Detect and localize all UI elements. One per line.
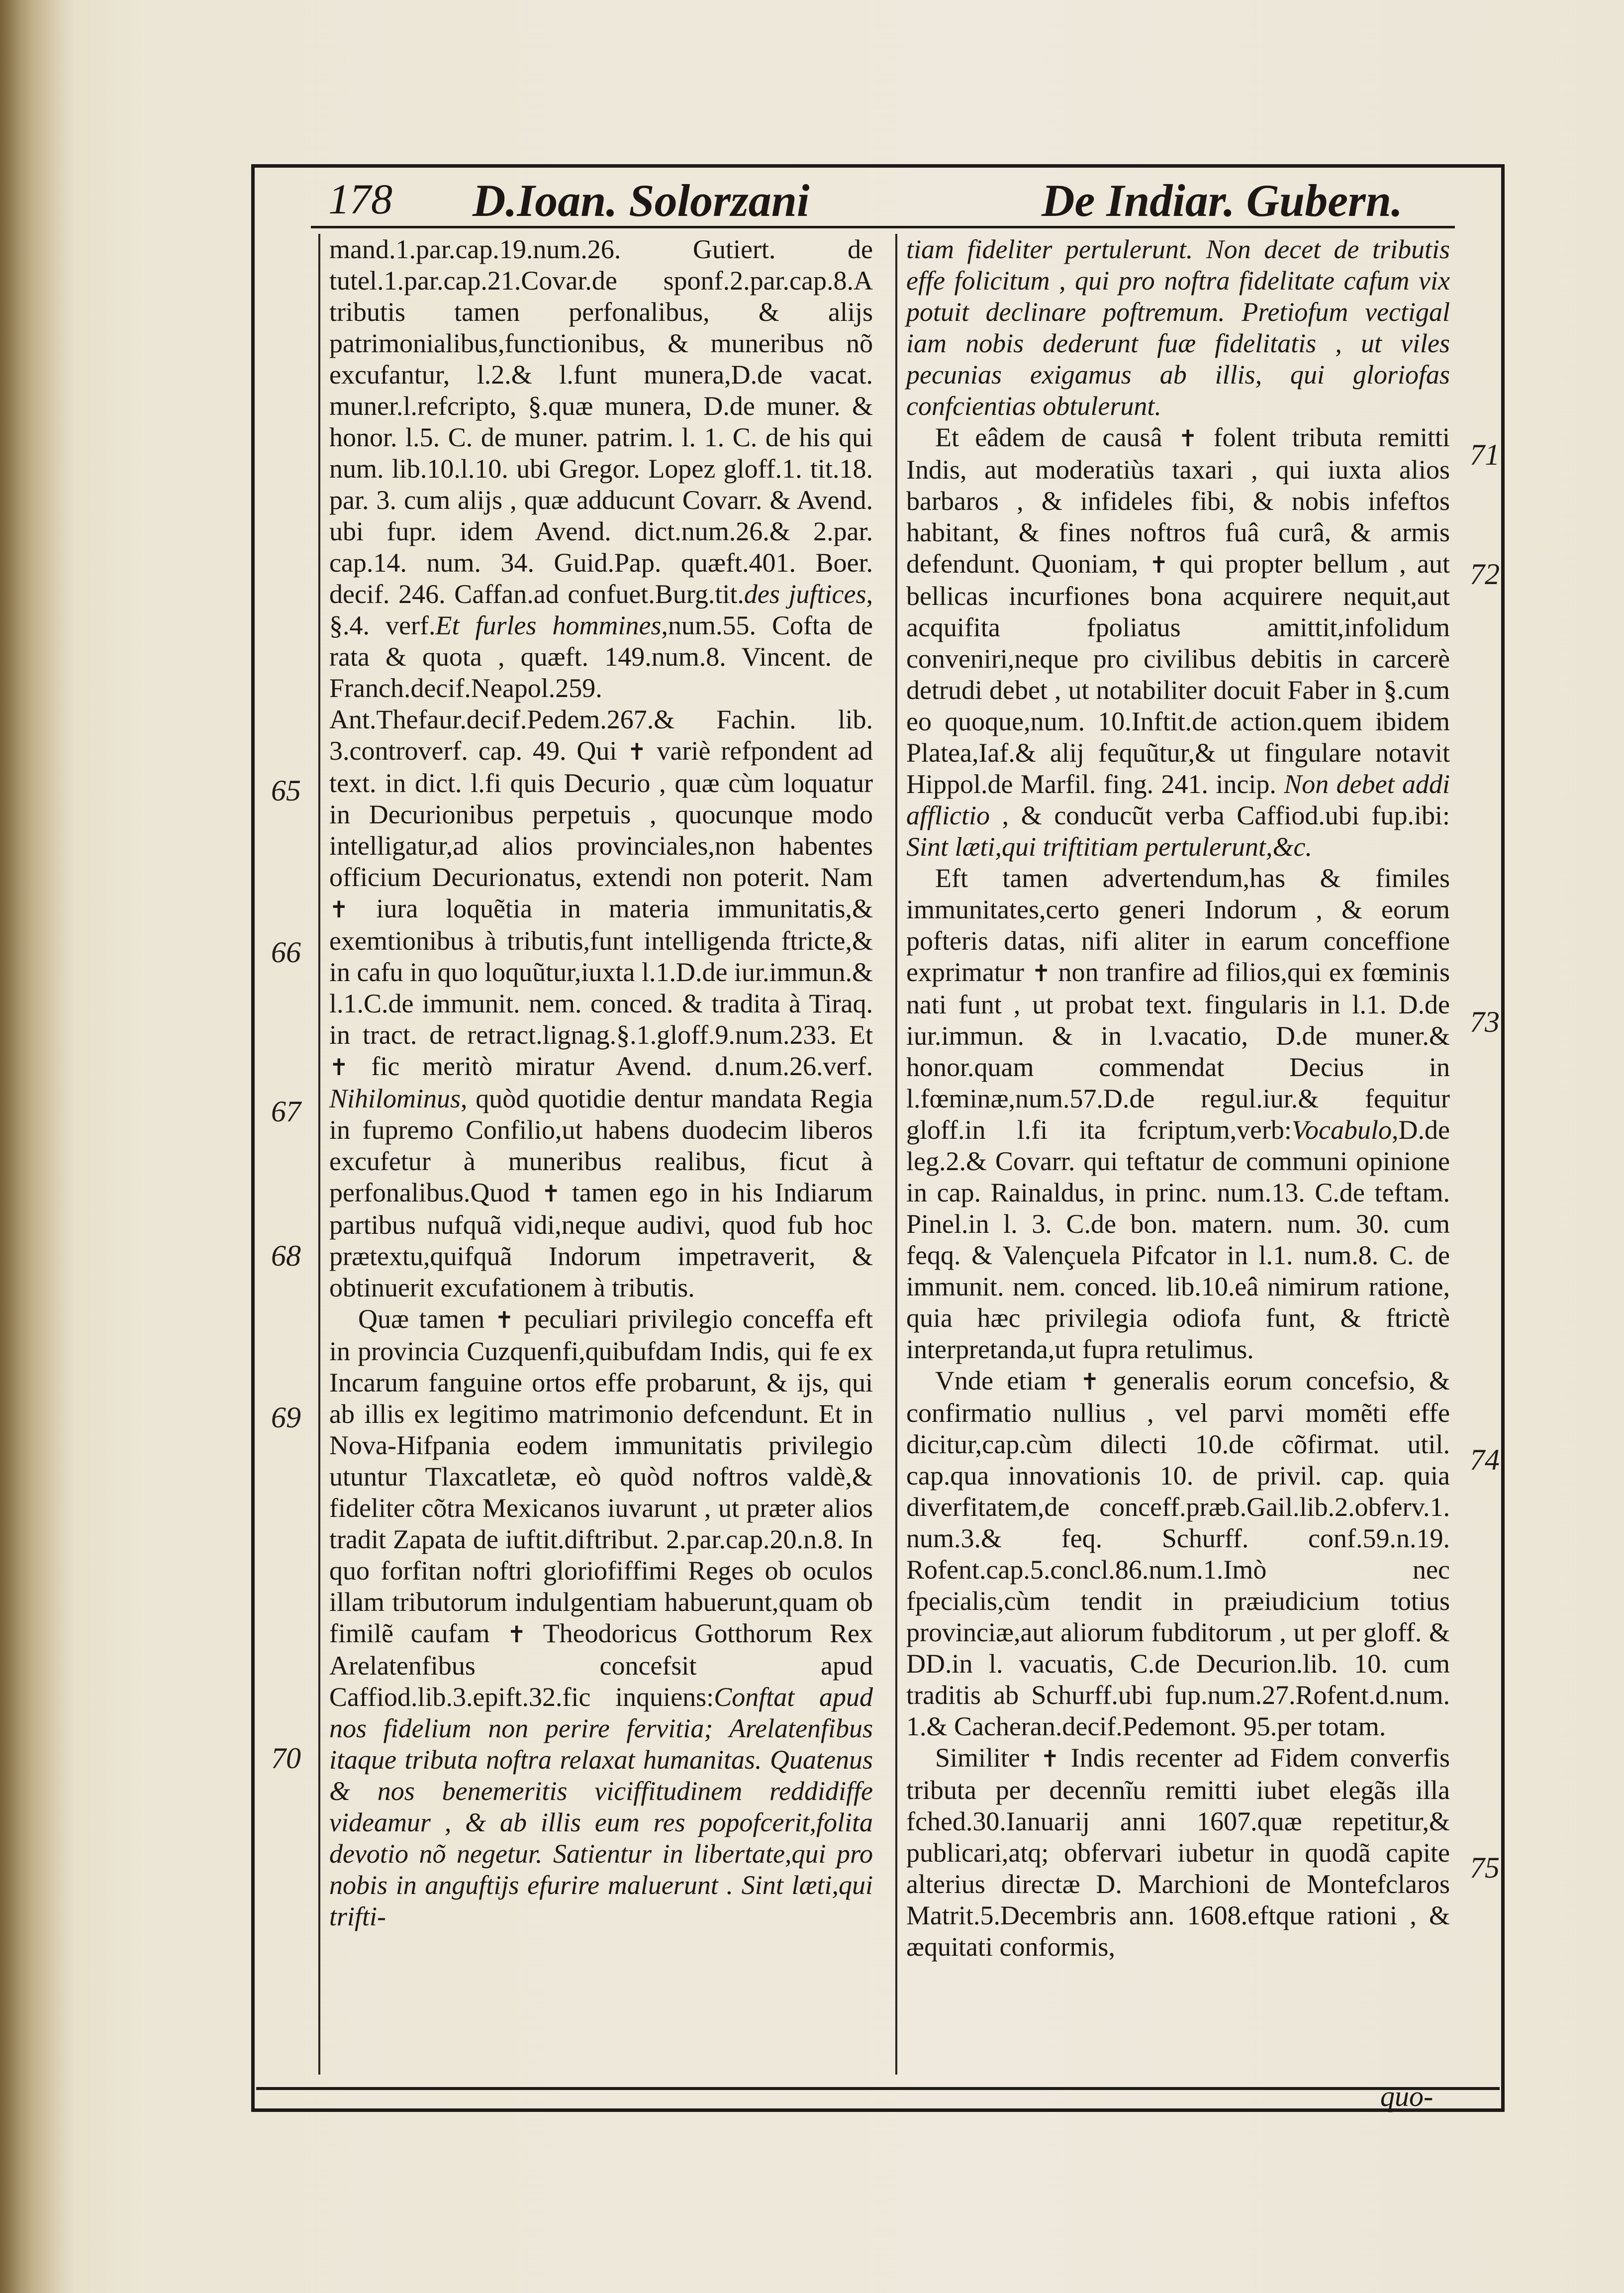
cross-marker-icon: ✝ [329, 896, 349, 923]
margin-number-65: 65 [271, 774, 301, 807]
text-run: mand.1.par.cap.19.num.26. Gutiert. de tutel.1.par.cap.21.Covar.de sponf.2.par.cap.8.A tributis tamen perfonalibus, & alijs patrimonialibus,functionibus, & muneribus nõ excufantur, l.2.& l.funt munera,D.de vacat. muner.l.refcripto, §.quæ munera, D.de muner. & honor. l.5. C. de muner. patrim. l. 1. C. de his qui num. lib.10.l.10. ubi Gregor. Lopez gloff.1. tit.18. par. 3. cum alijs , quæ adducunt Covarr. & Avend. ubi fupr. idem Avend. dict.num.26.& 2.par. cap.14. num. 34. Guid.Pap. quæft.401. Boer. decif. 246. Caffan.ad confuet.Burg.tit. [329, 234, 873, 609]
text-run: tamen ego in his Indiarum partibus nufquã vidi,neque audivi, quod fub hoc prætextu,quifquã Indorum impetraverit, & obtinuerit excufationem à tributis. [329, 1178, 873, 1302]
running-author: D.Ioan. Solorzani [473, 175, 810, 226]
catchword: quo- [1380, 2080, 1433, 2112]
text-run: ,D.de leg.2.& Covarr. qui teftatur de communi opinione in cap. Rainaldus, in princ. num.13. C.de teftam. Pinel.in l. 3. C.de bon. matern. num. 30. cum feqq. & Valençuela Pifcator in l.1. num.8. C. de immunit. nem. conced. lib.10.eâ nimirum ratione, quia hæc privilegia odiofa funt, & ftrictè interpretanda,ut fupra retulimus. [906, 1115, 1450, 1364]
text-run: Eft tamen advertendum,has & fimiles immunitates,certo generi Indorum , & eorum pofteris datas, nifi aliter in earum conceffione exprimatur [906, 863, 1450, 987]
italic-run: Conftat apud nos fidelium non perire fervitia; Arelatenfibus itaque tributa noftra relaxat humanitas. Quatenus & nos benemeritis viciffitudinem reddidiffe videamur , & ab illis eum res popofcerit,folita devotio nõ negetur. Satientur in libertate,qui pro nobis in anguftijs efurire maluerunt . Sint læti,qui trifti- [329, 1682, 873, 1931]
cross-marker-icon: ✝ [1031, 960, 1051, 987]
margin-number-75: 75 [1470, 1851, 1500, 1884]
text-run: Quæ tamen [358, 1304, 495, 1334]
text-run: folent tributa remitti Indis, aut moderatiùs taxari , qui iuxta alios barbaros , & infideles fibi, & nobis infeftos habitant, & fines noftros fuâ curâ, & armis defendunt. Quoniam, [906, 422, 1450, 579]
margin-number-71: 71 [1470, 438, 1500, 471]
margin-number-73: 73 [1470, 1005, 1500, 1038]
margin-number-69: 69 [271, 1401, 301, 1434]
margin-number-68: 68 [271, 1239, 301, 1272]
text-run: non tranfire ad filios,qui ex fœminis nati funt , ut probat text. fingularis in l.1. D.de iur.immun. & in l.vacatio, D.de muner.& honor.quam commendat Decius in l.fœminæ,num.57.D.de regul.iur.& fequitur gloff.in l.fi ita fcriptum,verb: [906, 957, 1450, 1145]
left-paragraph-1 [329, 234, 873, 1303]
text-run: Theodoricus Gotthorum Rex Arelatenfibus concefsit apud Caffiod.lib.3.epift.32.fic inquiens: [329, 1618, 873, 1712]
text-run: fic meritò miratur Avend. d.num.26.verf. [348, 1051, 873, 1081]
text-run: ,num.55. Cofta de rata & quota , quæft. 149.num.8. Vincent. de Franch.decif.Neapol.259. Ant.Thefaur.decif.Pedem.267.& Fachin. lib. 3.controverf. cap. 49. Qui [329, 610, 873, 766]
margin-number-66: 66 [271, 936, 301, 969]
text-run: qui propter bellum , aut bellicas incurfiones bona acquirere nequit,aut acquifita fpoliatus amittit,infolidum conveniri,neque pro civilibus debitis in carcerè detrudi debet , ut notabiliter docuit Faber in §.cum eo quoque,num. 10.Inftit.de action.quem ibidem Platea,Iaf.& alij fequũtur,& ut fingulare notavit Hippol.de Marfil. fing. 241. incip. [906, 549, 1450, 799]
cross-marker-icon: ✝ [1178, 425, 1198, 452]
running-title: De Indiar. Gubern. [1042, 175, 1403, 226]
italic-run: tiam fideliter pertulerunt. Non decet de tributis effe folicitum , qui pro noftra fidelitate cafum vix potuit declinare poftremum. Pretiofum vectigal iam nobis dederunt fuæ fidelitatis , ut viles pecunias exigamus ab illis, qui gloriofas confcientias obtulerunt. [906, 234, 1450, 421]
right-paragraph-2 [906, 422, 1450, 863]
italic-run: Et furles hommines [435, 610, 662, 640]
cross-marker-icon: ✝ [541, 1180, 561, 1207]
text-run: variè refpondent ad text. in dict. l.fi quis Decurio , quæ cùm loquatur in Decurionibus perpetuis , quocunque modo intelligatur,ad alios provinciales,non habentes officium Decurionatus, extendi non poterit. Nam [329, 736, 873, 892]
page-number: 178 [328, 175, 392, 223]
text-run: iura loquẽtia in materia immunitatis,& exemtionibus à tributis,funt intelligenda ftricte,& in cafu in quo loquũtur,iuxta l.1.D.de iur.immun.& l.1.C.de immunit. nem. conced. & tradita à Tiraq. in tract. de retract.lignag.§.1.gloff.9.num.233. Et [329, 894, 873, 1050]
text-run: peculiari privilegio conceffa eft in provincia Cuzquenfi,quibufdam Indis, qui fe ex Incarum fanguine ortos effe probarunt, & ijs, qui ab illis ex legitimo matrimonio defcendunt. Et in Nova-Hifpania eodem immunitatis privilegio utuntur Tlaxcatletæ, eò quòd noftros valdè,& fideliter cõtra Mexicanos iuvarunt , ut præter alios tradit Zapata de iuftit.diftribut. 2.par.cap.20.n.8. In quo forfitan noftri gloriofiffimi Reges ob oculos illam tributorum indulgentiam habuerunt,quam ob fimilẽ caufam [329, 1304, 873, 1648]
left-text-column [318, 234, 873, 2075]
cross-marker-icon: ✝ [329, 1054, 349, 1081]
text-run: Et eâdem de causâ [935, 422, 1178, 452]
right-paragraph-4 [906, 1365, 1450, 1742]
italic-run: des juftices [744, 579, 866, 609]
margin-number-74: 74 [1470, 1443, 1500, 1476]
italic-run: Nihilominus [329, 1084, 461, 1113]
margin-number-67: 67 [271, 1095, 301, 1128]
italic-run: Sint læti,qui triftitiam pertulerunt,&c. [906, 832, 1313, 862]
left-paragraph-2 [329, 1303, 873, 1932]
text-run: , quòd quotidie dentur mandata Regia in fupremo Confilio,ut habens duodecim liberos excufetur à muneribus realibus, ficut à perfonalibus.Quod [329, 1084, 873, 1207]
italic-run: Vocabulo [1292, 1115, 1392, 1145]
cross-marker-icon: ✝ [507, 1621, 526, 1648]
right-paragraph-5 [906, 1742, 1450, 1963]
running-header [328, 174, 1403, 224]
right-paragraph-3 [906, 863, 1450, 1365]
text-run: Vnde etiam [935, 1366, 1080, 1396]
text-run: , §.4. verf. [329, 579, 873, 640]
right-paragraph-1 [906, 234, 1450, 422]
margin-number-72: 72 [1470, 558, 1500, 591]
text-run: generalis eorum concefsio, & confirmatio nullius , vel parvi momẽti effe dicitur,cap.cùm dilecti 10.de cõfirmat. util. cap.qua innovationis 10. de privil. cap. quia diverfitatem,de conceff.præb.Gail.lib.2.obferv.1. num.3.& feq. Schurff. conf.59.n.19. Rofent.cap.5.concl.86.num.1.Imò nec fpecialis,cùm tendit in præiudicium totius provinciæ,aut aliorum fubditorum , ut per gloff. & DD.in l. vacuatis, C.de Decurion.lib. 10. cum traditis ab Schurff.ubi fup.num.27.Rofent.d.num. 1.& Cacheran.decif.Pedemont. 95.per totam. [906, 1366, 1450, 1741]
bottom-rule [256, 2087, 1500, 2090]
right-text-column [895, 234, 1450, 2075]
cross-marker-icon: ✝ [1149, 551, 1169, 578]
italic-run: Non debet addi afflictio [906, 769, 1450, 830]
cross-marker-icon: ✝ [1040, 1745, 1060, 1772]
text-run: Indis recenter ad Fidem converfis tributa per decennĩu remitti iubet elegãs illa fched.30.Ianuarij anni 1607.quæ repetitur,& publicari,atq; obfervari iubetur in quodã capite alterius directæ D. Marchioni de Montefclaros Matrit.5.Decembris ann. 1608.eftque rationi , & æquitati conformis, [906, 1743, 1450, 1962]
text-run: Similiter [935, 1743, 1041, 1773]
cross-marker-icon: ✝ [627, 738, 647, 765]
cross-marker-icon: ✝ [494, 1306, 514, 1333]
text-run: , & conducũt verba Caffiod.ubi fup.ibi: [990, 800, 1450, 830]
cross-marker-icon: ✝ [1080, 1368, 1100, 1395]
margin-number-70: 70 [271, 1742, 301, 1775]
book-spine-shadow [0, 0, 75, 2293]
